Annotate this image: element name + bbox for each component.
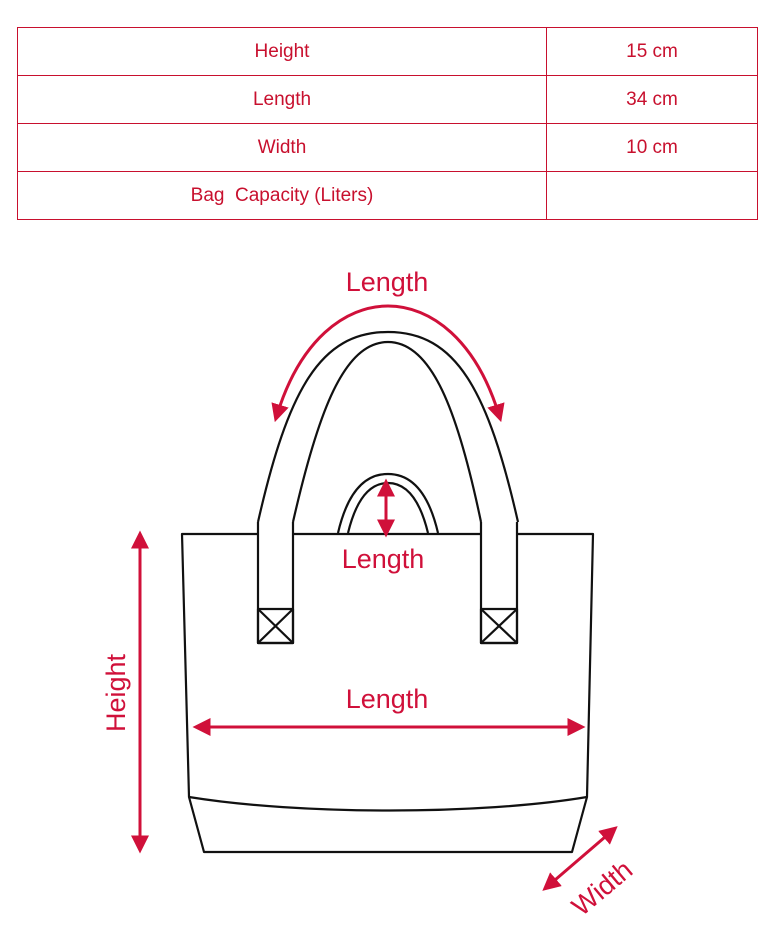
handle-length-arrow [277,306,499,415]
main-handle-outer [258,332,518,522]
width-value-cell: 10 cm [547,124,758,172]
body-length-label: Length [345,684,429,714]
length-label-cell: Length [18,76,547,124]
length-value-cell: 34 cm [547,76,758,124]
height-label: Height [101,653,131,733]
handle-drop-length-label: Length [341,544,425,574]
capacity-label-cell: Bag Capacity (Liters) [18,172,547,220]
width-label-cell: Width [18,124,547,172]
width-label: Width [566,854,639,922]
tote-bag-illustration [182,332,593,852]
height-value-cell: 15 cm [547,28,758,76]
height-label-cell: Height [18,28,547,76]
handle-length-label: Length [345,267,429,297]
inner-handle-inner [348,483,428,533]
